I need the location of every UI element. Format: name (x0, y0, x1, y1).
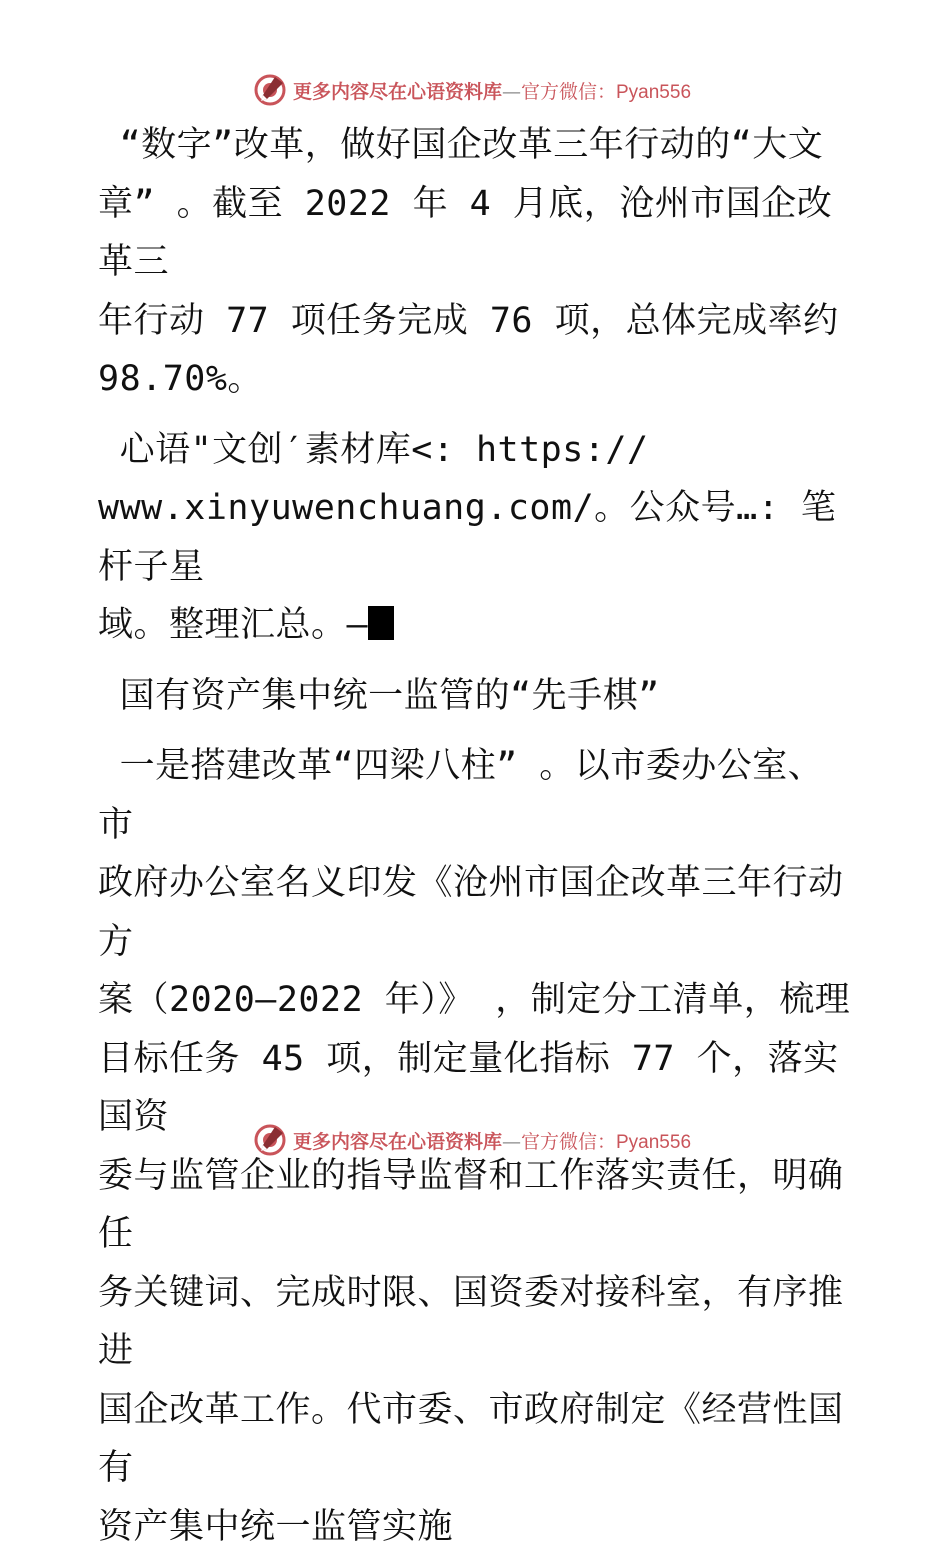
footer-separator: — (502, 1131, 521, 1153)
header-wechat-id: Pyan556 (616, 82, 691, 103)
header-separator: — (502, 81, 521, 103)
footer-brand-text: 更多内容尽在心语资料库 (293, 1131, 502, 1153)
paragraph-1-line-3: 年行动 77 项任务完成 76 项，总体完成率约 (98, 292, 858, 351)
footer-wechat-id: Pyan556 (616, 1132, 691, 1153)
paragraph-3-line-4: 目标任务 45 项，制定量化指标 77 个，落实国资 (98, 1030, 858, 1147)
paragraph-3-line-7: 国企改革工作。代市委、市政府制定《经营性国有 (98, 1381, 858, 1498)
paragraph-2-line-3 (98, 596, 858, 655)
paragraph-2-line-1: 心语"文创′素材库<: https:// (98, 421, 858, 480)
footer-banner-text (293, 1127, 691, 1154)
brand-logo-icon (253, 73, 287, 107)
paragraph-3-line-6: 务关键词、完成时限、国资委对接科室，有序推进 (98, 1264, 858, 1381)
footer-wechat-label: 官方微信： (521, 1131, 616, 1153)
footer-banner-inner (253, 1123, 691, 1157)
header-brand-text: 更多内容尽在心语资料库 (293, 81, 502, 103)
paragraph-1-line-1: “数字”改革，做好国企改革三年行动的“大文 (98, 116, 858, 175)
header-banner (0, 70, 950, 110)
document-body (98, 116, 858, 1556)
brand-logo-icon (253, 1123, 287, 1157)
paragraph-1-line-2: 章” 。截至 2022 年 4 月底，沧州市国企改革三 (98, 175, 858, 292)
paragraph-1 (98, 116, 858, 409)
paragraph-3-line-1: 一是搭建改革“四梁八柱” 。以市委办公室、市 (98, 737, 858, 854)
paragraph-2-line-3-text: 域。整理汇总。— (98, 605, 368, 645)
section-heading: 国有资产集中统一监管的“先手棋” (98, 667, 858, 726)
footer-banner (0, 1120, 950, 1160)
paragraph-3-line-5: 委与监管企业的指导监督和工作落实责任，明确任 (98, 1147, 858, 1264)
header-banner-text (293, 77, 691, 104)
redaction-block (368, 606, 394, 640)
paragraph-2 (98, 421, 858, 655)
paragraph-3-line-2: 政府办公室名义印发《沧州市国企改革三年行动方 (98, 854, 858, 971)
header-banner-inner (253, 73, 691, 107)
paragraph-3-line-8: 资产集中统一监管实施 (98, 1498, 858, 1556)
paragraph-2-line-2: www.xinyuwenchuang.com/。公众号…: 笔杆子星 (98, 479, 858, 596)
paragraph-3-line-3: 案（2020—2022 年）》 ，制定分工清单，梳理 (98, 971, 858, 1030)
header-wechat-label: 官方微信： (521, 81, 616, 103)
paragraph-1-line-4: 98.70%。 (98, 350, 858, 409)
